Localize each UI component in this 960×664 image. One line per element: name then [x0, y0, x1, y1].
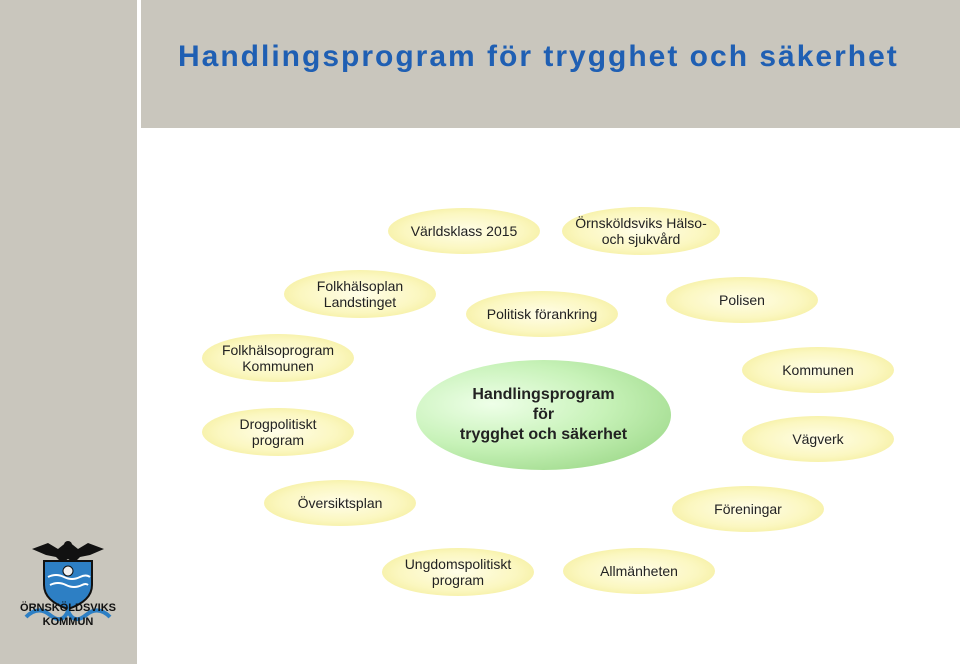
node-drogpolitiskt-program: Drogpolitiskt program	[202, 408, 354, 456]
node-foreningar: Föreningar	[672, 486, 824, 532]
node-politisk-forankring: Politisk förankring	[466, 291, 618, 337]
node-halso-och-sjukvard: Örnsköldsviks Hälso- och sjukvård	[562, 207, 720, 255]
node-folkhalsoprogram-kommunen: Folkhälsoprogram Kommunen	[202, 334, 354, 382]
node-kommunen: Kommunen	[742, 347, 894, 393]
node-folkhalsoplan-landstinget: Folkhälsoplan Landstinget	[284, 270, 436, 318]
node-ungdomspolitiskt-program: Ungdomspolitiskt program	[382, 548, 534, 596]
logo-text-line1: ÖRNSKÖLDSVIKS	[20, 602, 116, 614]
node-allmanheten: Allmänheten	[563, 548, 715, 594]
node-vagverk: Vägverk	[742, 416, 894, 462]
node-oversiktsplan: Översiktsplan	[264, 480, 416, 526]
center-node-handlingsprogram: Handlingsprogram för trygghet och säkerhet	[416, 360, 671, 470]
node-polisen: Polisen	[666, 277, 818, 323]
logo-text-line2: KOMMUN	[42, 616, 94, 628]
page-title: Handlingsprogram för trygghet och säkerhet	[178, 40, 899, 73]
node-varldsklass: Världsklass 2015	[388, 208, 540, 254]
